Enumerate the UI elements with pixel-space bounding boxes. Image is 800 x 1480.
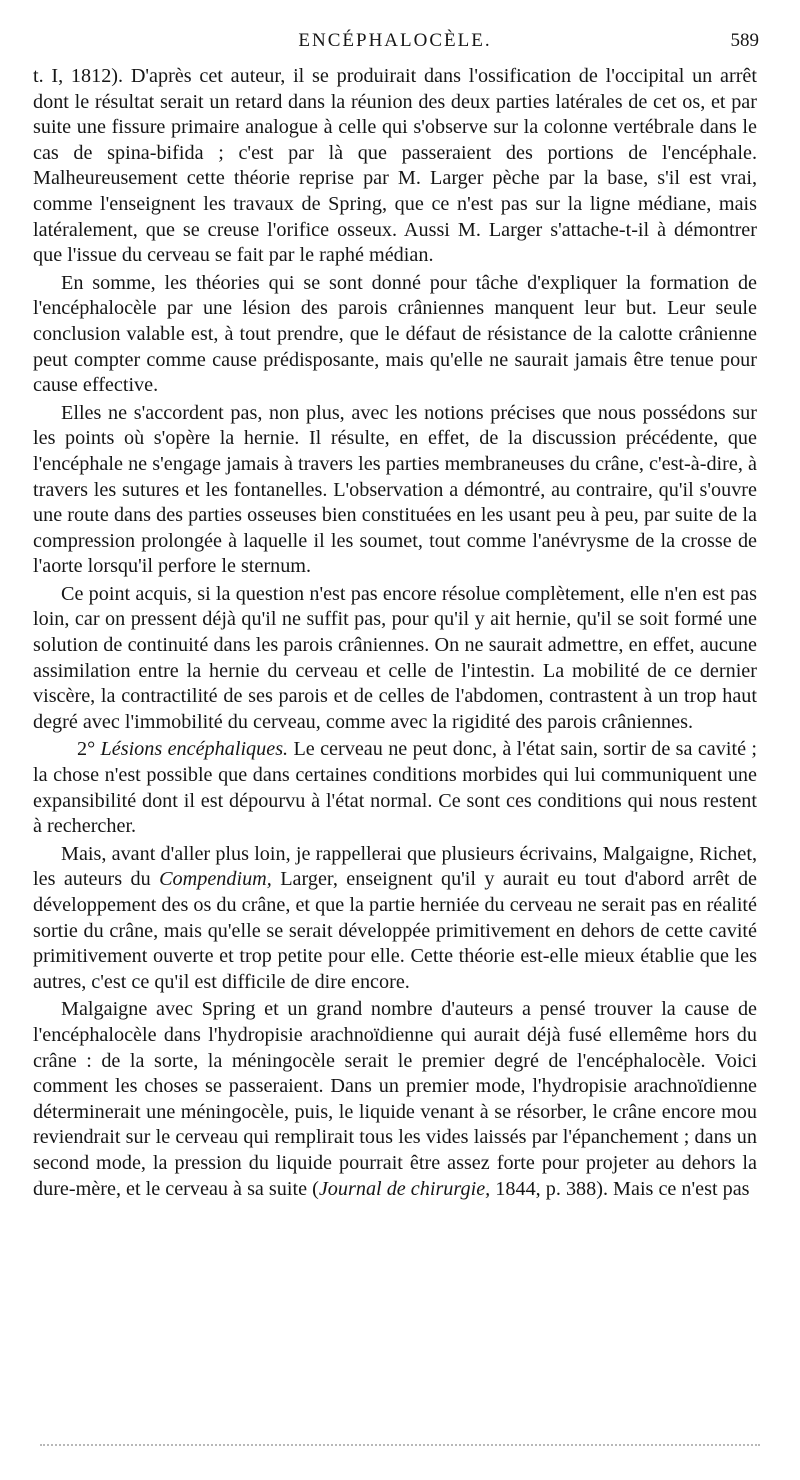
paragraph-7-text-a: Malgaigne avec Spring et un grand nombre d'auteurs a pensé trouver la cause de l'encéphalocèle dans l'hydropisie arachnoïdienne qui aurait déjà fusé ellemême hors du crâne : de la sorte, la méningocèle serait le premier degré de l'encéphalocèle. Voici comment les choses se passeraient. Dans un premier mode, l'hydropisie arachnoïdienne déterminerait une méningocèle, puis, le liquide venant à se résorber, le crâne encore mou reviendrait sur le cerveau qui remplirait tous les vides laissés par l'épanchement ; dans un second mode, la pression du liquide pourrait être assez forte pour projeter au dehors la dure-mère, et le cerveau à sa suite (: [33, 998, 757, 1200]
scan-bottom-margin: [40, 1444, 760, 1452]
paragraph-1: [33, 64, 757, 269]
journal-title: Journal de chirurgie,: [318, 1177, 491, 1200]
body-text: [33, 64, 757, 1202]
section-number: 2°: [77, 738, 101, 761]
paragraph-2-text: En somme, les théories qui se sont donné pour tâche d'expliquer la formation de l'encéphalocèle par une lésion des parois crâniennes manquent leur but. Leur seule conclusion valable est, à tout prendre, que le défaut de résistance de la calotte crânienne peut compter comme cause prédisposante, mais qu'elle ne saurait jamais être tenue pour cause effective.: [33, 271, 757, 397]
paragraph-6-text-b: Larger, enseignent qu'il y aurait eu tout d'abord arrêt de développement des os du crâne, et que la partie herniée du cerveau ne serait pas en réalité sortie du crâne, mais qu'elle se serait développée primitivement en dehors de cette cavité primitivement ouverte et trop petite pour elle. Cette théorie est-elle mieux établie que les autres, c'est ce qu'il est difficile de dire encore.: [33, 868, 757, 993]
running-head: [33, 30, 757, 60]
paragraph-3: [33, 401, 757, 580]
paragraph-5-section-heading: [33, 737, 757, 839]
book-page: [33, 0, 757, 1202]
paragraph-4: [33, 582, 757, 736]
running-title: ENCÉPHALOCÈLE.: [298, 30, 492, 51]
paragraph-3-text: Elles ne s'accordent pas, non plus, avec les notions précises que nous possédons sur les points où s'opère la hernie. Il résulte, en effet, de la discussion précédente, que l'encéphale ne s'engage jamais à travers les parties membraneuses du crâne, c'est-à-dire, à travers les sutures et les fontanelles. L'observation a démontré, au contraire, qu'il s'ouvre une route dans des parties osseuses bien constituées en les usant peu à peu, par suite de la compression prolongée à laquelle il les soumet, tout comme l'anévrysme de la crosse de l'aorte lorsqu'il perfore le sternum.: [33, 401, 757, 578]
paragraph-4-text: Ce point acquis, si la question n'est pas encore résolue complètement, elle n'en est pas loin, car on pressent déjà qu'il ne suffit pas, pour qu'il y ait hernie, qu'il se soit formé une solution de continuité dans les parois crâniennes. On ne saurait admettre, en effet, aucune assimilation entre la hernie du cerveau et celle de l'intestin. La mobilité de ce dernier viscère, la contractilité de ses parois et de celles de l'abdomen, contrastent à un trop haut degré avec l'immobilité du cerveau, comme avec la rigidité des parois crâniennes.: [33, 582, 757, 733]
paragraph-2: [33, 271, 757, 399]
paragraph-6: [33, 842, 757, 996]
page-number: 589: [730, 30, 759, 51]
paragraph-7-text-b: 1844, p. 388). Mais ce n'est pas: [490, 1177, 750, 1200]
section-title: Lésions encéphaliques.: [100, 738, 289, 761]
paragraph-6-text-a: Mais, avant d'aller plus loin, je rappellerai que plusieurs écrivains, Malgaigne, Richet, les auteurs du: [33, 842, 757, 891]
paragraph-1-text: t. I, 1812). D'après cet auteur, il se produirait dans l'ossification de l'occipital un arrêt dont le résultat serait un retard dans la réunion des deux parties latérales de cet os, et par suite une fissure primaire analogue à celle qui s'observe sur la colonne vertébrale dans le cas de spina-bifida ; c'est par là que passeraient des portions de l'encéphale. Malheureusement cette théorie reprise par M. Larger pèche par la base, s'il est vrai, comme l'enseignent les travaux de Spring, que ce n'est pas sur la ligne médiane, mais latéralement, que se creuse l'orifice osseux. Aussi M. Larger s'attache-t-il à démontrer que l'issue du cerveau se fait par le raphé médian.: [33, 65, 757, 267]
paragraph-5-text: Le cerveau ne peut donc, à l'état sain, sortir de sa cavité ; la chose n'est possible que dans certaines conditions morbides qui lui communiquent une expansibilité dont il est dépourvu à l'état normal. Ce sont ces conditions qui nous restent à rechercher.: [33, 738, 757, 838]
paragraph-7: [33, 997, 757, 1202]
compendium-title: Compendium,: [159, 868, 272, 891]
